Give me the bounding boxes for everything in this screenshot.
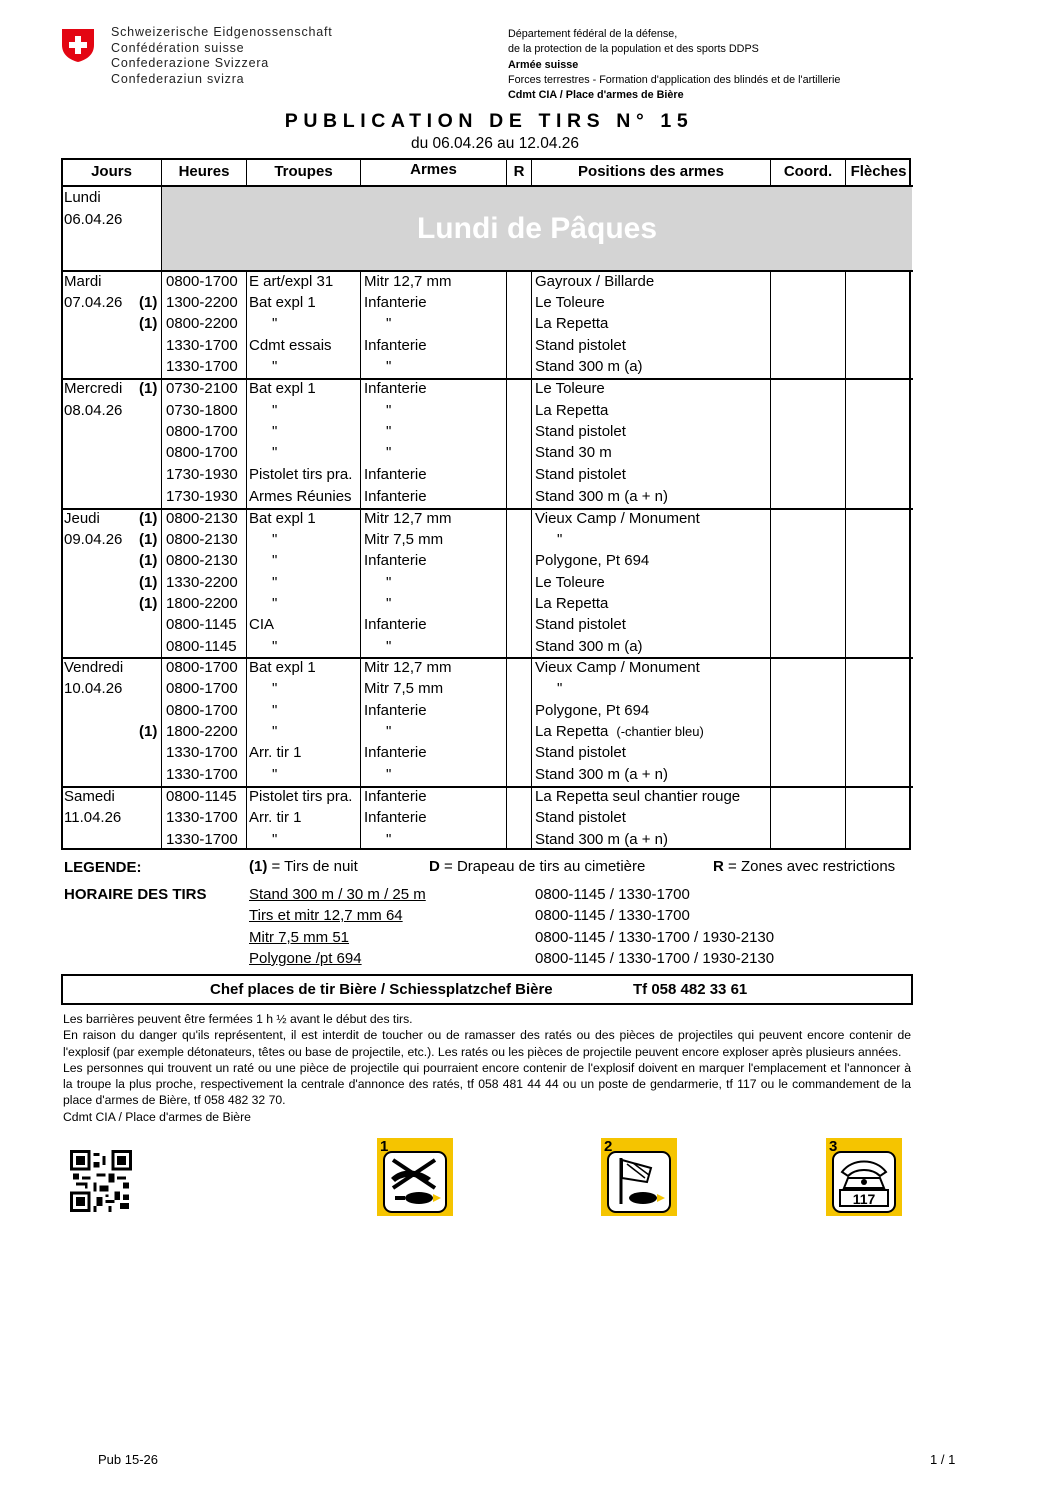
schedule-times: 0800-1145 / 1330-1700 / 1930-2130	[535, 950, 775, 967]
cell-troops: Arr. tir 1	[249, 744, 302, 761]
cell-arms: Infanterie	[364, 380, 427, 397]
cell-arms: "	[386, 444, 392, 461]
cell-position	[535, 723, 704, 741]
cell-hours: 0800-1145	[166, 788, 237, 805]
grid-hline	[61, 270, 913, 272]
do-not-touch-pictogram	[377, 1138, 453, 1216]
cell-troops: Pistolet tirs pra.	[249, 466, 353, 483]
dept-line: Cdmt CIA / Place d'armes de Bière	[508, 89, 684, 102]
cell-troops: "	[272, 766, 278, 783]
day-name: Vendredi	[64, 659, 124, 676]
publication-title: PUBLICATION DE TIRS N° 15	[284, 110, 694, 132]
cell-arms: "	[386, 638, 392, 655]
schedule-label: HORAIRE DES TIRS	[64, 886, 207, 903]
cell-hours: 1330-1700	[166, 358, 238, 375]
legend-night-text: = Tirs de nuit	[267, 858, 358, 875]
cell-position: Stand pistolet	[535, 337, 626, 354]
grid-vline	[161, 158, 162, 850]
legend-d-key: D	[429, 858, 440, 875]
note-paragraph: Les barrières peuvent être fermées 1 h ½ avant le début des tirs.	[63, 1012, 413, 1026]
cell-position: La Repetta	[535, 402, 609, 419]
cell-troops: "	[272, 595, 278, 612]
col-header-fleches: Flèches	[850, 163, 907, 180]
cell-position: Stand 300 m (a + n)	[535, 766, 668, 783]
confed-name-it: Confederazione Svizzera	[111, 56, 270, 71]
cell-hours: 0800-1145	[166, 616, 237, 633]
cell-position: Stand pistolet	[535, 616, 626, 633]
night-marker: (1)	[139, 552, 158, 569]
cell-hours: 1800-2200	[166, 723, 238, 740]
cell-arms: Mitr 12,7 mm	[364, 659, 452, 676]
cell-troops: "	[272, 723, 278, 740]
grid-vline	[770, 158, 771, 187]
cell-hours: 1330-1700	[166, 744, 238, 761]
schedule-times: 0800-1145 / 1330-1700	[535, 907, 690, 924]
pictogram-number: 3	[829, 1138, 838, 1155]
col-header-armes: Armes	[410, 161, 457, 178]
grid-vline	[845, 158, 846, 187]
night-marker: (1)	[139, 574, 158, 591]
cell-arms: Infanterie	[364, 744, 427, 761]
cell-arms: "	[386, 723, 392, 740]
pictogram-label: 117	[852, 1191, 876, 1207]
legend-night	[249, 858, 358, 875]
col-header-positions: Positions des armes	[578, 163, 724, 180]
cell-troops: CIA	[249, 616, 275, 633]
confederation-names	[111, 25, 333, 87]
day-date: 09.04.26	[64, 531, 123, 548]
cell-hours: 0730-1800	[166, 402, 238, 419]
night-marker: (1)	[139, 531, 158, 548]
day-name: Samedi	[64, 788, 115, 805]
position-text: La Repetta	[535, 723, 609, 740]
cell-troops: Bat expl 1	[249, 380, 316, 397]
legend-r-text: = Zones avec restrictions	[723, 858, 896, 875]
legend-restrictions	[713, 858, 895, 875]
cell-troops: Armes Réunies	[249, 488, 352, 505]
cell-position: Vieux Camp / Monument	[535, 510, 700, 527]
cell-position: La Repetta	[535, 315, 609, 332]
chef-phone: Tf 058 482 33 61	[633, 981, 748, 998]
cell-hours: 1300-2200	[166, 294, 238, 311]
holiday-day: Lundi	[64, 189, 101, 206]
night-marker: (1)	[139, 723, 158, 740]
cell-troops: Bat expl 1	[249, 510, 316, 527]
cell-position: Vieux Camp / Monument	[535, 659, 700, 676]
grid-vline	[531, 158, 532, 187]
cell-position: "	[557, 680, 563, 697]
position-note: (-chantier bleu)	[616, 724, 704, 739]
grid-vline	[845, 271, 846, 850]
cell-arms: Infanterie	[364, 466, 427, 483]
night-marker: (1)	[139, 380, 158, 397]
schedule-place: Mitr 7,5 mm 51	[249, 929, 350, 946]
mark-location-pictogram	[601, 1138, 677, 1216]
schedule-place: Stand 300 m / 30 m / 25 m	[249, 886, 426, 903]
cell-troops: "	[272, 358, 278, 375]
cell-hours: 1800-2200	[166, 595, 238, 612]
cell-troops: Bat expl 1	[249, 294, 316, 311]
col-header-coord: Coord.	[783, 163, 833, 180]
telephone-pictogram	[826, 1138, 902, 1216]
legend-flag	[429, 858, 645, 875]
cell-troops: "	[272, 531, 278, 548]
confed-name-fr: Confédération suisse	[111, 40, 245, 55]
cell-hours: 0800-1700	[166, 273, 238, 290]
cell-position: Polygone, Pt 694	[535, 702, 650, 719]
cell-arms: Infanterie	[364, 788, 427, 805]
grid-vline	[531, 271, 532, 850]
night-marker: (1)	[139, 510, 158, 527]
cell-hours: 1730-1930	[166, 466, 238, 483]
cell-position: La Repetta	[535, 595, 609, 612]
publication-dates: du 06.04.26 au 12.04.26	[410, 135, 580, 152]
cell-arms: Mitr 7,5 mm	[364, 531, 444, 548]
safety-notes	[63, 1011, 911, 1125]
cell-position: La Repetta seul chantier rouge	[535, 788, 741, 805]
cell-hours: 0800-1700	[166, 659, 238, 676]
cell-hours: 0800-1700	[166, 423, 238, 440]
grid-vline	[770, 271, 771, 850]
cell-troops: Arr. tir 1	[249, 809, 302, 826]
cell-arms: "	[386, 315, 392, 332]
cell-position: Gayroux / Billarde	[535, 273, 655, 290]
pictogram-number: 1	[380, 1138, 389, 1155]
qr-code[interactable]	[66, 1150, 136, 1212]
footer-pub-number: Pub 15-26	[98, 1452, 158, 1467]
pictogram-number: 2	[604, 1138, 613, 1155]
schedule-place: Tirs et mitr 12,7 mm 64	[249, 907, 403, 924]
cell-hours: 0730-2100	[166, 380, 238, 397]
day-name: Mercredi	[64, 380, 123, 397]
cell-position: Stand 300 m (a + n)	[535, 488, 668, 505]
grid-hline	[61, 185, 913, 187]
cell-position: Stand 300 m (a)	[535, 358, 643, 375]
dept-line: de la protection de la population et des sports DDPS	[508, 43, 759, 56]
cell-arms: "	[386, 423, 392, 440]
grid-vline	[360, 158, 361, 187]
cell-hours: 0800-1145	[166, 638, 237, 655]
footer-page-number: 1 / 1	[930, 1452, 956, 1467]
grid-vline	[246, 158, 247, 187]
cell-position: Le Toleure	[535, 380, 605, 397]
cell-arms: Mitr 7,5 mm	[364, 680, 444, 697]
cell-arms: "	[386, 831, 392, 848]
col-header-heures: Heures	[178, 163, 230, 180]
cell-hours: 1730-1930	[166, 488, 238, 505]
cell-position: Polygone, Pt 694	[535, 552, 650, 569]
department-block	[508, 27, 840, 103]
cell-position: Le Toleure	[535, 574, 605, 591]
day-date: 08.04.26	[64, 402, 123, 419]
cell-troops: Bat expl 1	[249, 659, 316, 676]
cell-arms: Mitr 12,7 mm	[364, 510, 452, 527]
cell-arms: "	[386, 574, 392, 591]
col-header-troupes: Troupes	[274, 163, 333, 180]
dept-line: Armée suisse	[508, 58, 579, 71]
cell-position: Stand 300 m (a)	[535, 638, 643, 655]
holiday-date: 06.04.26	[64, 211, 123, 228]
schedule-times: 0800-1145 / 1330-1700	[535, 886, 690, 903]
grid-vline	[506, 271, 507, 850]
cell-hours: 1330-1700	[166, 831, 238, 848]
note-paragraph: En raison du danger qu'ils représentent, il est interdit de toucher ou de ramasser des ratés ou des pièces de projectiles qui peuvent encore contenir de l'explosif (par exemple détonateurs, têtes ou base de projectile, etc.). Les ratés ou les pièces de projectile peuvent encore exploser après plusieurs années.	[63, 1028, 911, 1059]
note-paragraph: Les personnes qui trouvent un raté ou une pièce de projectile qui pourraient encore contenir de l'explosif doivent en marquer l'emplacement et l'annoncer à la troupe la plus proche, respectivement la centrale d'annonce des ratés, tf 058 481 44 44 ou un poste de gendarmerie, tf 117 ou le commandement de la place d'armes de Bière, tf 058 482 32 70.	[63, 1060, 911, 1108]
cell-arms: "	[386, 402, 392, 419]
cell-arms: Infanterie	[364, 294, 427, 311]
swiss-flag-logo	[60, 27, 96, 63]
cell-arms: Mitr 12,7 mm	[364, 273, 452, 290]
grid-vline	[506, 158, 507, 187]
cell-arms: "	[386, 358, 392, 375]
cell-arms: Infanterie	[364, 552, 427, 569]
dept-line: Département fédéral de la défense,	[508, 28, 678, 40]
cell-hours: 0800-1700	[166, 680, 238, 697]
night-marker: (1)	[139, 294, 158, 311]
day-name: Jeudi	[64, 510, 100, 527]
day-date: 11.04.26	[64, 809, 122, 826]
cell-arms: Infanterie	[364, 488, 427, 505]
cell-troops: "	[272, 402, 278, 419]
cell-troops: "	[272, 680, 278, 697]
legend-d-text: = Drapeau de tirs au cimetière	[439, 858, 646, 875]
cell-position: Stand pistolet	[535, 423, 626, 440]
cell-hours: 0800-2130	[166, 510, 238, 527]
cell-arms: Infanterie	[364, 809, 427, 826]
cell-position: Stand 300 m (a + n)	[535, 831, 668, 848]
holiday-label: Lundi de Pâques	[416, 212, 658, 245]
day-name: Mardi	[64, 273, 102, 290]
cell-troops: "	[272, 574, 278, 591]
cell-position: Le Toleure	[535, 294, 605, 311]
cell-hours: 1330-1700	[166, 337, 238, 354]
night-marker: (1)	[139, 595, 158, 612]
night-marker: (1)	[139, 315, 158, 332]
cell-position: "	[557, 531, 563, 548]
day-date: 07.04.26	[64, 294, 123, 311]
chef-title: Chef places de tir Bière / Schiessplatzchef Bière	[210, 981, 553, 998]
cell-troops: "	[272, 444, 278, 461]
cell-hours: 0800-2130	[166, 552, 238, 569]
cell-hours: 0800-1700	[166, 444, 238, 461]
cell-troops: Cdmt essais	[249, 337, 332, 354]
legend-r-key: R	[713, 858, 724, 875]
cell-hours: 0800-1700	[166, 702, 238, 719]
cell-arms: Infanterie	[364, 337, 427, 354]
cell-hours: 1330-1700	[166, 809, 238, 826]
cell-position: Stand pistolet	[535, 466, 626, 483]
cell-troops: E art/expl 31	[249, 273, 334, 290]
cell-arms: Infanterie	[364, 702, 427, 719]
col-header-jours: Jours	[91, 163, 132, 180]
cell-arms: "	[386, 766, 392, 783]
note-paragraph: Cdmt CIA / Place d'armes de Bière	[63, 1109, 251, 1124]
cell-troops: Pistolet tirs pra.	[249, 788, 353, 805]
confed-name-rm: Confederaziun svizra	[111, 71, 245, 86]
cell-hours: 0800-2200	[166, 315, 238, 332]
cell-troops: "	[272, 423, 278, 440]
cell-position: Stand pistolet	[535, 809, 626, 826]
cell-hours: 1330-2200	[166, 574, 238, 591]
cell-position: Stand 30 m	[535, 444, 612, 461]
cell-troops: "	[272, 638, 278, 655]
cell-troops: "	[272, 702, 278, 719]
legend-night-key: (1)	[249, 858, 268, 875]
legend-label: LEGENDE:	[64, 859, 142, 876]
cell-position: Stand pistolet	[535, 744, 626, 761]
cell-arms: Infanterie	[364, 616, 427, 633]
grid-vline	[246, 271, 247, 850]
col-header-r: R	[513, 163, 525, 180]
schedule-place: Polygone /pt 694	[249, 950, 362, 967]
schedule-times: 0800-1145 / 1330-1700 / 1930-2130	[535, 929, 775, 946]
cell-troops: "	[272, 552, 278, 569]
confed-name-de: Schweizerische Eidgenossenschaft	[111, 25, 333, 39]
cell-arms: "	[386, 595, 392, 612]
cell-hours: 1330-1700	[166, 766, 238, 783]
cell-troops: "	[272, 315, 278, 332]
dept-line: Forces terrestres - Formation d'application des blindés et de l'artillerie	[508, 73, 841, 86]
day-date: 10.04.26	[64, 680, 123, 697]
cell-troops: "	[272, 831, 278, 848]
cell-hours: 0800-2130	[166, 531, 238, 548]
